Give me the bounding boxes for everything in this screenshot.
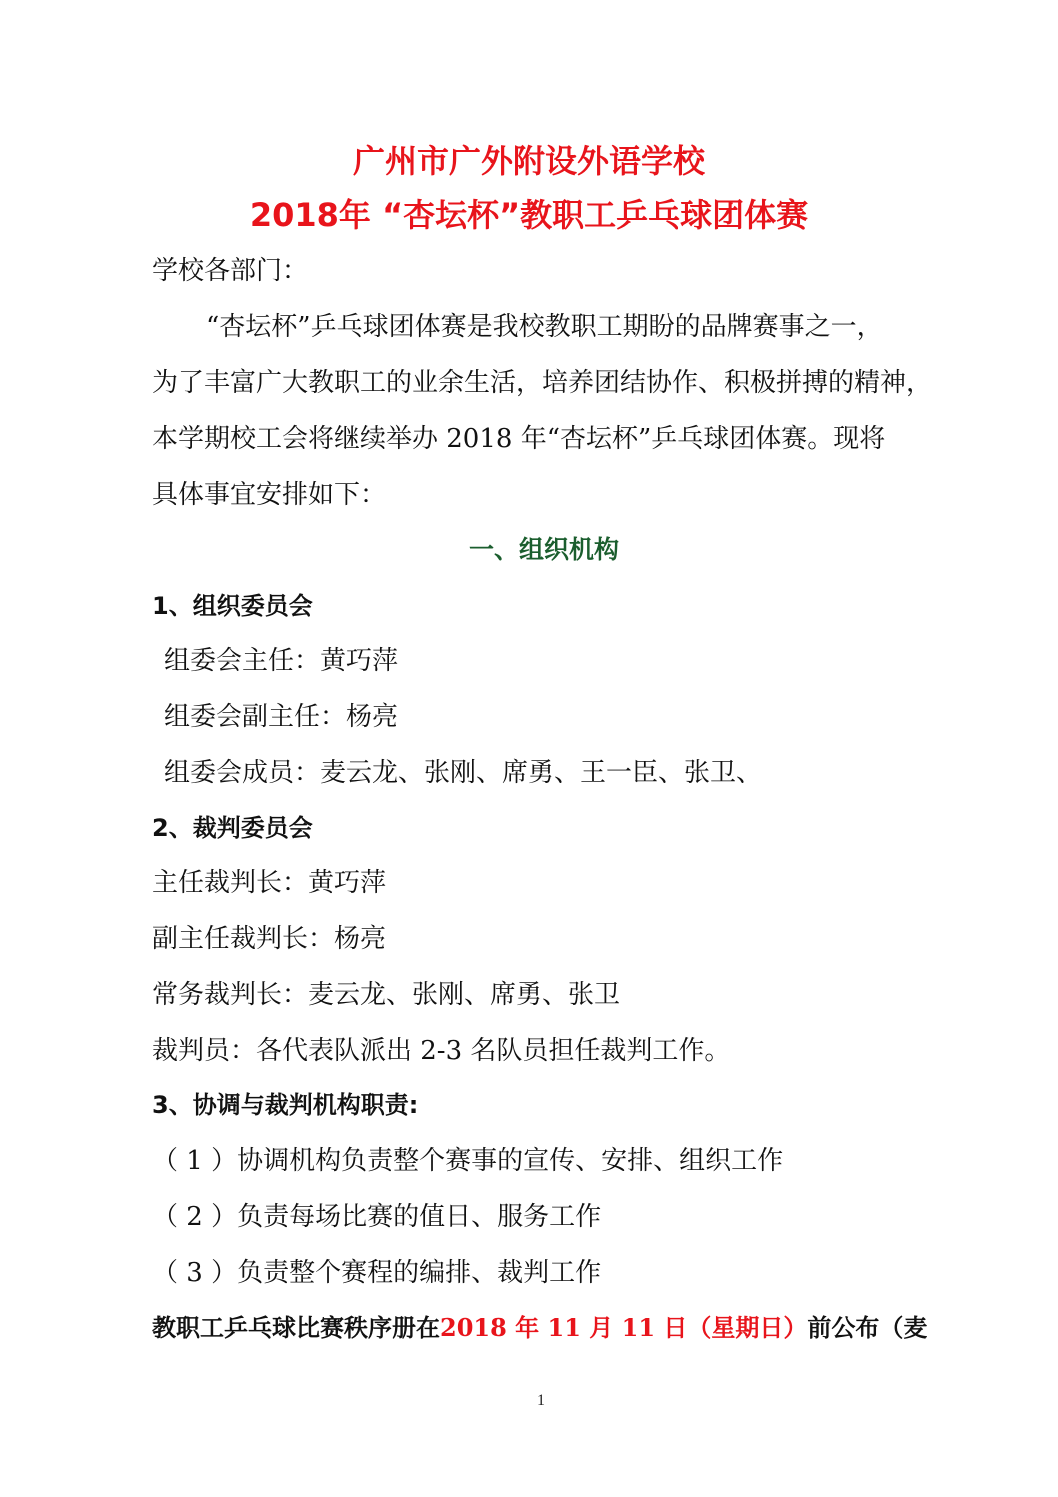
salutation: 学校各部门： xyxy=(152,256,309,286)
intro-paragraph-line: 为了丰富广大教职工的业余生活，培养团结协作、积极拼搏的精神， xyxy=(152,368,933,398)
list-item: （ 2 ）负责每场比赛的值日、服务工作 xyxy=(152,1202,602,1232)
intro-paragraph-line: “杏坛杯”乒乓球团体赛是我校教职工期盼的品牌赛事之一， xyxy=(206,312,883,342)
schedule-notice xyxy=(152,1308,927,1343)
section-heading: 一、组织机构 xyxy=(468,535,619,564)
list-item: 常务裁判长：麦云龙、张刚、席勇、张卫 xyxy=(152,980,621,1010)
document-title-line1: 广州市广外附设外语学校 xyxy=(352,142,705,180)
list-item: （ 3 ）负责整个赛程的编排、裁判工作 xyxy=(152,1258,602,1288)
list-item: 组委会成员：麦云龙、张刚、席勇、王一臣、张卫、 xyxy=(164,758,763,788)
document-title-line2: 2018年 “杏坛杯”教职工乒乓球团体赛 xyxy=(249,196,809,234)
list-item: 主任裁判长：黄巧萍 xyxy=(152,868,387,898)
schedule-notice-before: 教职工乒乓球比赛秩序册在 xyxy=(152,1313,440,1342)
schedule-notice-date: 2018 年 11 月 11 日（星期日） xyxy=(440,1313,808,1342)
list-item: （ 1 ）协调机构负责整个赛事的宣传、安排、组织工作 xyxy=(152,1146,784,1176)
page-number: 1 xyxy=(537,1392,545,1409)
intro-paragraph-line: 本学期校工会将继续举办 2018 年“杏坛杯”乒乓球团体赛。现将 xyxy=(152,424,886,454)
subsection-heading: 3、协调与裁判机构职责: xyxy=(152,1091,419,1119)
subsection-heading: 1、组织委员会 xyxy=(152,592,313,620)
subsection-heading: 2、裁判委员会 xyxy=(152,814,313,842)
list-item: 裁判员：各代表队派出 2-3 名队员担任裁判工作。 xyxy=(152,1036,731,1066)
list-item: 组委会副主任：杨亮 xyxy=(164,702,399,732)
list-item: 组委会主任：黄巧萍 xyxy=(164,646,399,676)
schedule-notice-after: 前公布（麦 xyxy=(807,1313,928,1342)
list-item: 副主任裁判长：杨亮 xyxy=(152,924,387,954)
intro-paragraph-line: 具体事宜安排如下： xyxy=(152,480,387,510)
